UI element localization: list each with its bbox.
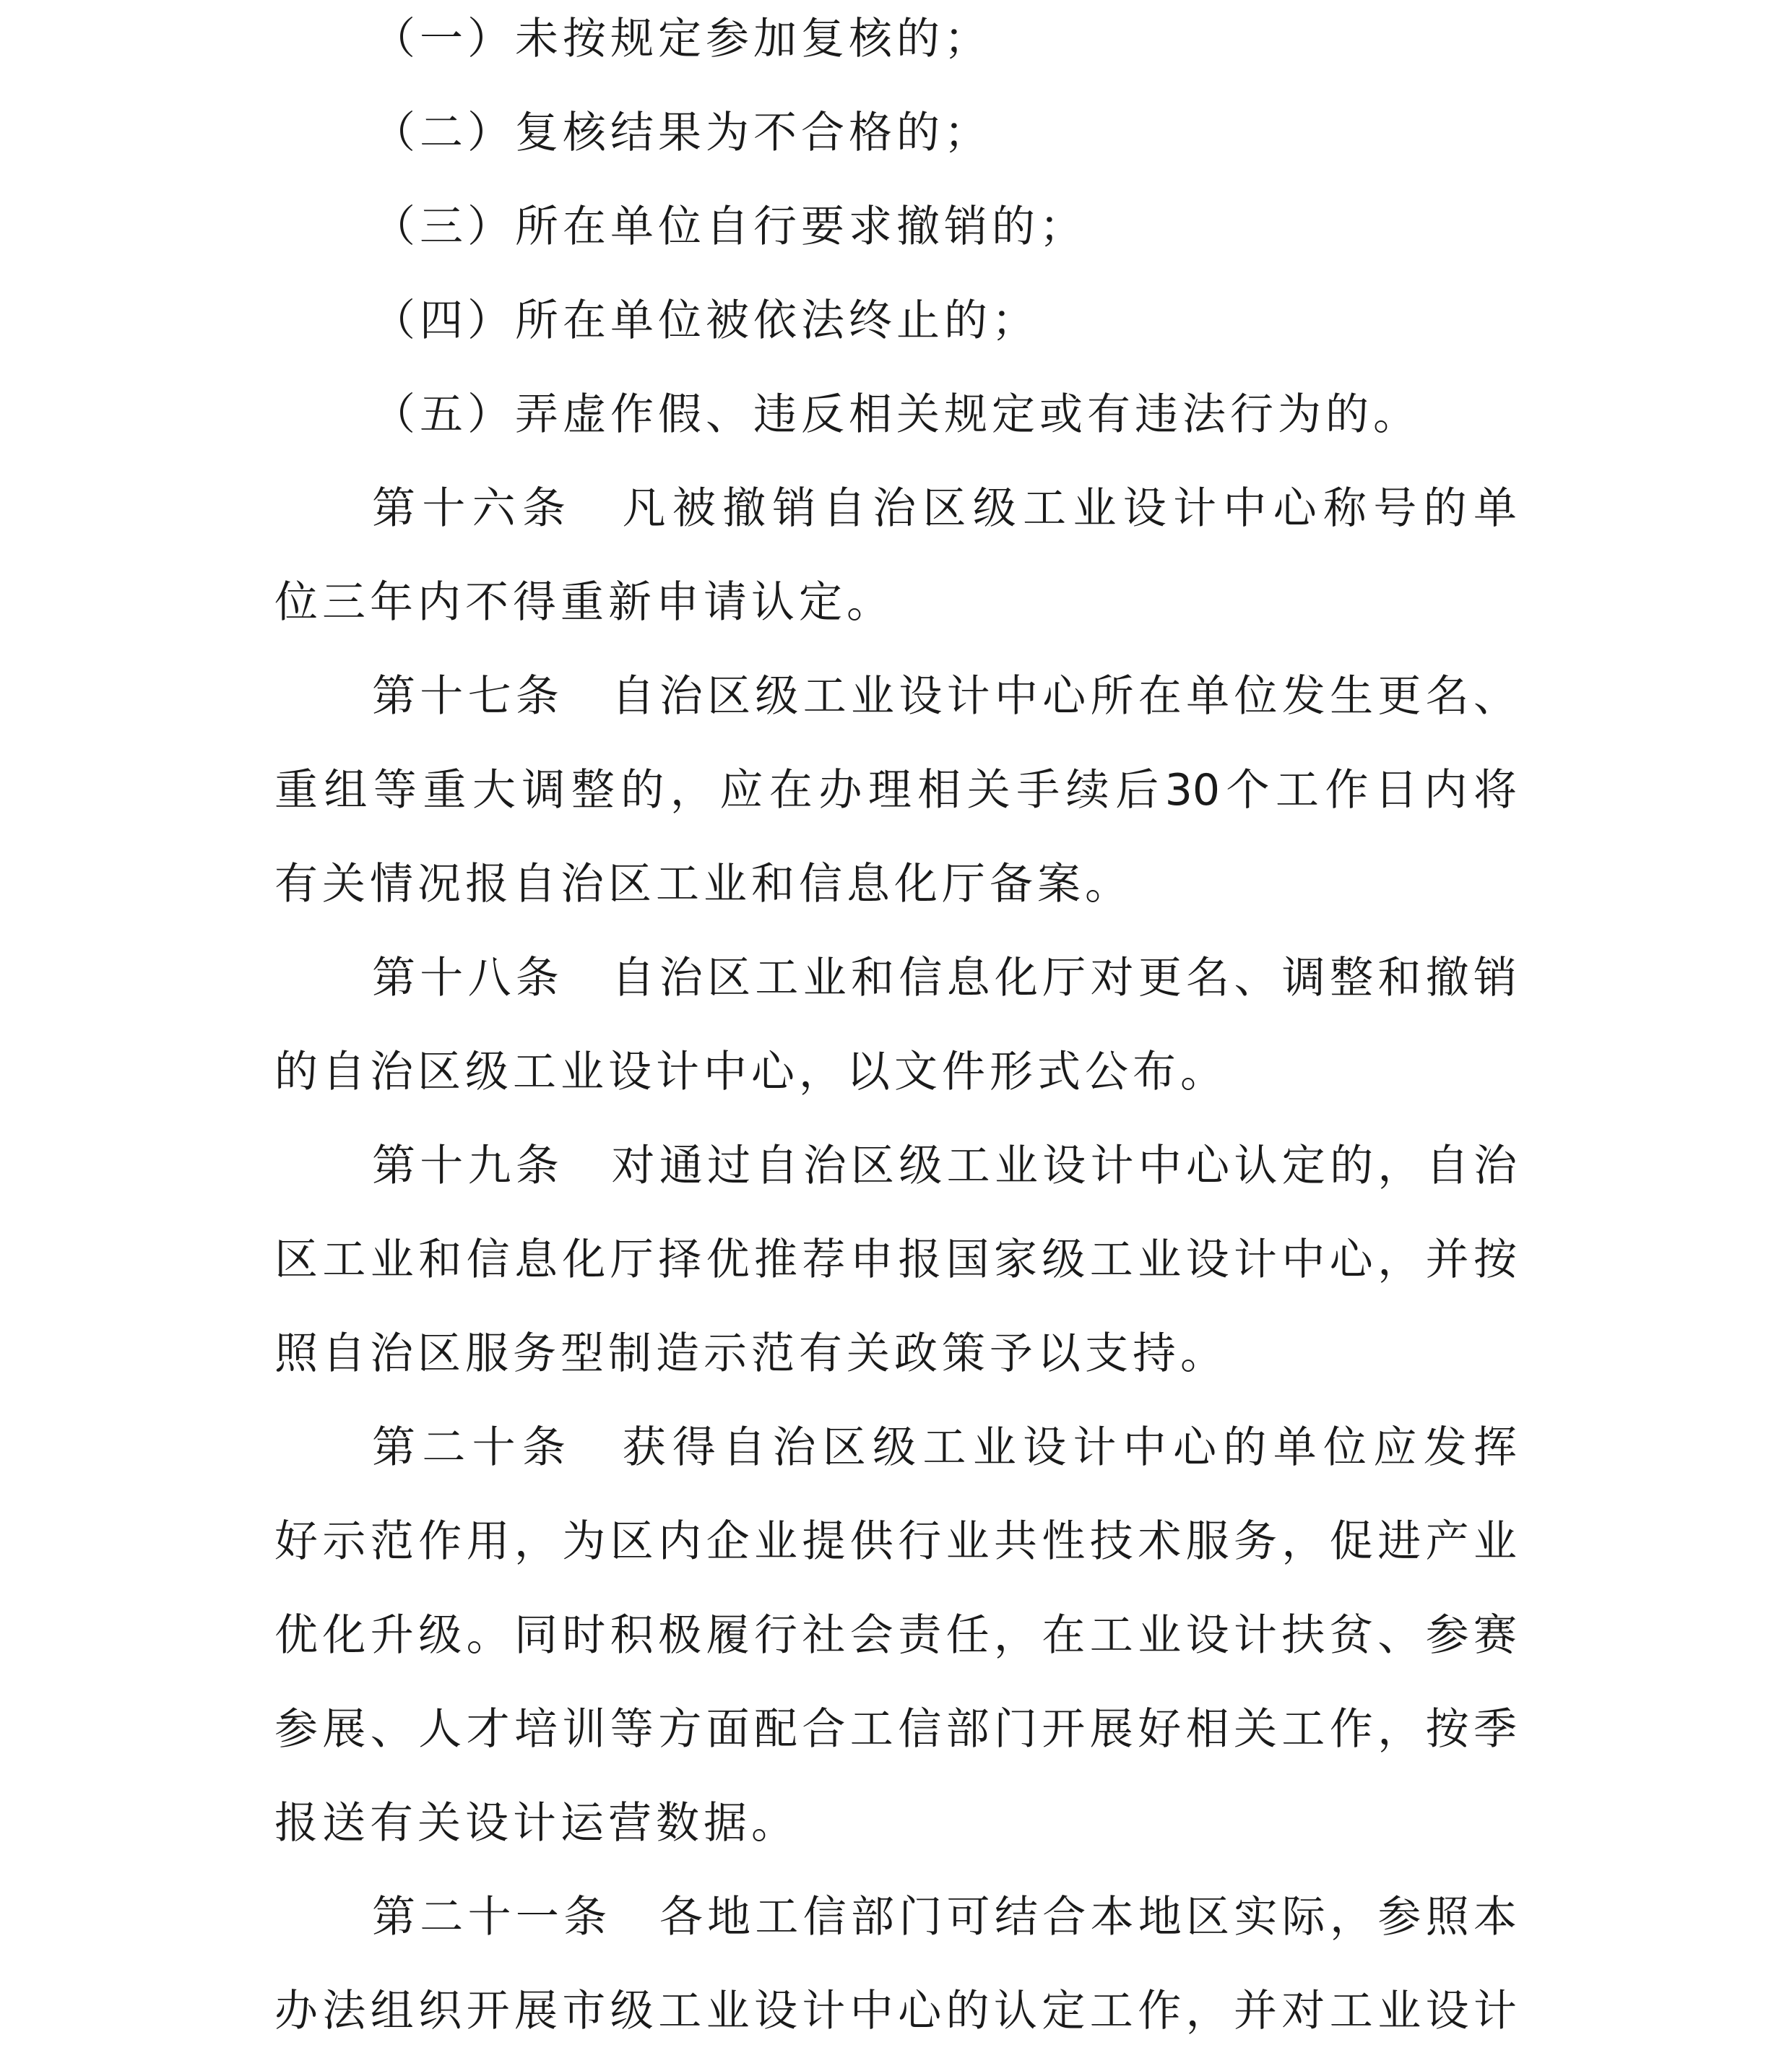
article-20-line-1: 第二十条 获得自治区级工业设计中心的单位应发挥 (372, 1422, 1517, 1473)
article-19-line-1: 第十九条 对通过自治区级工业设计中心认定的，自治 (372, 1141, 1517, 1191)
article-18-line-1: 第十八条 自治区工业和信息化厅对更名、调整和撤销 (372, 953, 1517, 1003)
article-20-line-3: 优化升级。同时积极履行社会责任，在工业设计扶贫、参赛 (274, 1610, 1517, 1661)
article-20-line-5: 报送有关设计运营数据。 (274, 1798, 799, 1849)
article-17-line-3: 有关情况报自治区工业和信息化厅备案。 (274, 859, 1133, 909)
clause-item-1: （一）未按规定参加复核的； (372, 14, 992, 64)
clause-item-4: （四）所在单位被依法终止的； (372, 295, 1039, 346)
article-19-line-2: 区工业和信息化厅择优推荐申报国家级工业设计中心，并按 (274, 1235, 1517, 1285)
article-21-line-1: 第二十一条 各地工信部门可结合本地区实际，参照本 (372, 1892, 1517, 1942)
article-16-line-2: 位三年内不得重新申请认定。 (274, 577, 894, 628)
clause-item-3: （三）所在单位自行要求撤销的； (372, 202, 1087, 252)
article-19-line-3: 照自治区服务型制造示范有关政策予以支持。 (274, 1328, 1228, 1379)
clause-item-5: （五）弄虚作假、违反相关规定或有违法行为的。 (372, 389, 1421, 440)
article-21-line-2: 办法组织开展市级工业设计中心的认定工作，并对工业设计 (274, 1986, 1517, 2036)
article-17-line-1: 第十七条 自治区级工业设计中心所在单位发生更名、 (372, 671, 1517, 722)
article-20-line-4: 参展、人才培训等方面配合工信部门开展好相关工作，按季 (274, 1704, 1517, 1755)
article-20-line-2: 好示范作用，为区内企业提供行业共性技术服务，促进产业 (274, 1516, 1517, 1567)
article-16-line-1: 第十六条 凡被撤销自治区级工业设计中心称号的单 (372, 483, 1517, 534)
article-18-line-2: 的自治区级工业设计中心，以文件形式公布。 (274, 1047, 1228, 1097)
article-17-line-2: 重组等重大调整的，应在办理相关手续后30个工作日内将 (274, 765, 1517, 816)
clause-item-2: （二）复核结果为不合格的； (372, 108, 992, 158)
